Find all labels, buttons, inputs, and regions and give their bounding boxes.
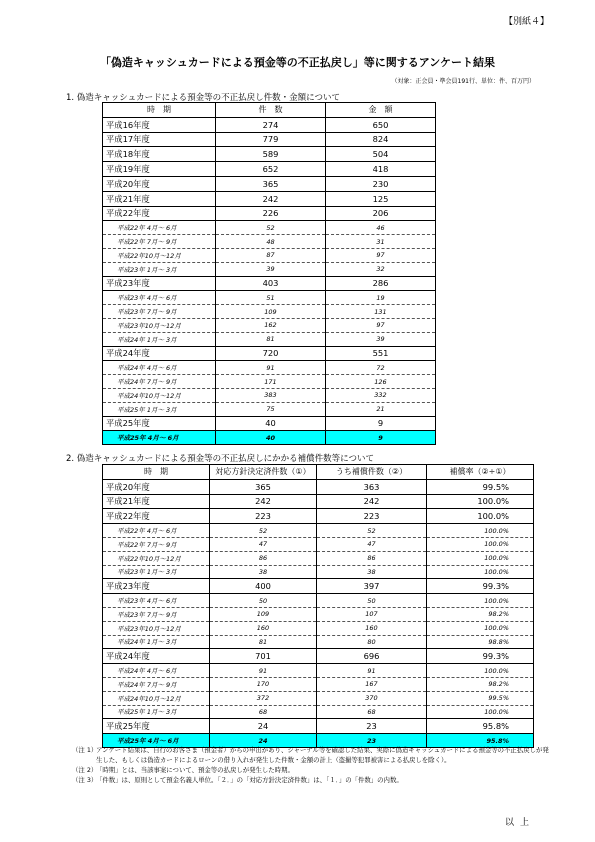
table-row-quarter [103,607,534,621]
cell-rate: 100.0% [427,524,534,538]
cell-amount: 504 [326,147,436,162]
cell-decided: 109 [210,607,317,621]
header-amount: 金 額 [326,103,436,118]
table-row-quarter [103,635,534,649]
cell-amount: 650 [326,117,436,132]
table-row-year [103,276,436,291]
cell-decided: 170 [210,677,317,691]
cell-period: 平成22年度 [103,206,216,221]
note-label: （注 3） [72,776,98,784]
cell-decided: 365 [210,479,317,494]
cell-decided: 52 [210,524,317,538]
table-row-quarter [103,594,534,608]
cell-decided: 47 [210,537,317,551]
table-row-year [103,132,436,147]
cell-amount: 97 [326,318,436,332]
cell-compensated: 363 [317,479,427,494]
cell-period: 平成25年度 [103,416,216,431]
note-text: 「時期」とは、当該事案について、預金等の払戻しが発生した時期。 [96,766,294,774]
cell-count: 39 [216,262,326,276]
cell-count: 652 [216,162,326,177]
cell-period: 平成24年10月～12月 [103,691,210,705]
cell-period: 平成25年 4月～ 6月 [103,734,210,748]
cell-count: 40 [216,416,326,431]
table-row-quarter [103,691,534,705]
table-row-quarter [103,248,436,262]
cell-decided: 24 [210,734,317,748]
cell-period: 平成25年 1月～ 3月 [103,402,216,416]
cell-amount: 9 [326,431,436,445]
cell-amount: 418 [326,162,436,177]
table-row-quarter [103,402,436,416]
cell-period: 平成24年 7月～ 9月 [103,375,216,389]
cell-period: 平成20年度 [103,176,216,191]
cell-period: 平成25年 4月～ 6月 [103,431,216,445]
cell-period: 平成24年度 [103,649,210,664]
cell-count: 226 [216,206,326,221]
cell-amount: 551 [326,346,436,361]
table-row-year [103,206,436,221]
cell-period: 平成23年度 [103,276,216,291]
cell-amount: 46 [326,221,436,235]
cell-decided: 372 [210,691,317,705]
table-row-quarter [103,565,534,579]
compensation-table [102,464,534,748]
cell-amount: 39 [326,332,436,346]
cell-rate: 100.0% [427,537,534,551]
table-row-quarter [103,318,436,332]
cell-rate: 100.0% [427,551,534,565]
cell-period: 平成23年 1月～ 3月 [103,262,216,276]
cell-amount: 32 [326,262,436,276]
cell-decided: 91 [210,664,317,678]
cell-decided: 701 [210,649,317,664]
header-period: 時 期 [103,465,210,480]
cell-rate: 100.0% [427,494,534,509]
note-label: （注 2） [72,766,98,774]
cell-count: 242 [216,191,326,206]
note-3 [72,775,552,785]
cell-decided: 223 [210,509,317,524]
table-row-year [103,162,436,177]
cell-decided: 68 [210,705,317,719]
cell-period: 平成23年 1月～ 3月 [103,565,210,579]
table-row-year [103,509,534,524]
cell-rate: 100.0% [427,509,534,524]
table-row-year [103,479,534,494]
cell-rate: 99.3% [427,649,534,664]
cell-compensated: 23 [317,734,427,748]
cell-period: 平成22年 7月～ 9月 [103,235,216,249]
cell-amount: 31 [326,235,436,249]
annex-label: 【別紙４】 [503,17,549,27]
table-row-quarter [103,291,436,305]
table-row-quarter [103,305,436,319]
cell-decided: 38 [210,565,317,579]
cell-decided: 160 [210,621,317,635]
cell-rate: 100.0% [427,664,534,678]
note-label: （注 1） [72,746,98,754]
cell-period: 平成22年10月～12月 [103,248,216,262]
cell-count: 274 [216,117,326,132]
cell-compensated: 696 [317,649,427,664]
cell-rate: 98.8% [427,635,534,649]
cell-period: 平成24年10月～12月 [103,388,216,402]
cell-period: 平成17年度 [103,132,216,147]
table-row-year [103,416,436,431]
cell-compensated: 242 [317,494,427,509]
closing-mark: 以上 [504,818,535,828]
cell-rate: 100.0% [427,705,534,719]
table-row-year [103,117,436,132]
table-row-year [103,579,534,594]
cell-compensated: 52 [317,524,427,538]
cell-rate: 99.3% [427,579,534,594]
cell-compensated: 91 [317,664,427,678]
cell-period: 平成23年10月～12月 [103,621,210,635]
cell-decided: 86 [210,551,317,565]
cell-amount: 9 [326,416,436,431]
cell-rate: 100.0% [427,621,534,635]
cell-period: 平成23年 7月～ 9月 [103,607,210,621]
cell-count: 48 [216,235,326,249]
cell-amount: 206 [326,206,436,221]
cell-count: 779 [216,132,326,147]
cell-count: 75 [216,402,326,416]
header-decided: 対応方針決定済件数（①） [210,465,317,480]
cell-decided: 81 [210,635,317,649]
cell-amount: 19 [326,291,436,305]
cell-period: 平成23年10月～12月 [103,318,216,332]
cell-period: 平成24年 1月～ 3月 [103,635,210,649]
cell-period: 平成24年 4月～ 6月 [103,664,210,678]
cell-period: 平成22年 4月～ 6月 [103,221,216,235]
section2-heading: 2. 偽造キャッシュカードによる預金等の不正払戻しにかかる補償件数等について [66,454,374,464]
cell-compensated: 38 [317,565,427,579]
note-text: アンケート結果は、自行のお客さま（預金者）からの申出があり、ジャーナル等を確認した結果、実際に偽造キャッシュカードによる預金等の不正払戻しが発生した、もしくは偽造カードによるローンの借り入れが発生した件数・金額の計上（盗撮等犯罪被害による払戻しを除く）。 [96,746,549,764]
table-row-quarter [103,664,534,678]
cell-decided: 400 [210,579,317,594]
cell-rate: 98.2% [427,677,534,691]
table-row-year [103,649,534,664]
cell-compensated: 370 [317,691,427,705]
table-row-quarter [103,677,534,691]
table-row-quarter [103,551,534,565]
cell-decided: 242 [210,494,317,509]
cell-rate: 100.0% [427,594,534,608]
cell-period: 平成22年10月～12月 [103,551,210,565]
cell-decided: 24 [210,719,317,734]
cell-period: 平成24年 4月～ 6月 [103,361,216,375]
cell-period: 平成24年 7月～ 9月 [103,677,210,691]
cell-count: 52 [216,221,326,235]
table-row-highlight [103,431,436,445]
cell-rate: 98.2% [427,607,534,621]
cell-count: 383 [216,388,326,402]
cell-amount: 72 [326,361,436,375]
cell-period: 平成21年度 [103,191,216,206]
cell-period: 平成23年 4月～ 6月 [103,594,210,608]
cell-rate: 95.8% [427,734,534,748]
cell-compensated: 397 [317,579,427,594]
cell-period: 平成22年 7月～ 9月 [103,537,210,551]
table-row-quarter [103,537,534,551]
cell-compensated: 107 [317,607,427,621]
cell-amount: 332 [326,388,436,402]
cell-period: 平成24年度 [103,346,216,361]
table-row-year [103,346,436,361]
cell-count: 365 [216,176,326,191]
table-row-year [103,176,436,191]
cell-count: 720 [216,346,326,361]
fraud-count-table [102,102,436,445]
table-row-year [103,191,436,206]
cell-decided: 50 [210,594,317,608]
table-row-quarter [103,262,436,276]
table-row-quarter [103,332,436,346]
cell-count: 40 [216,431,326,445]
cell-amount: 824 [326,132,436,147]
cell-rate: 100.0% [427,565,534,579]
table-row-quarter [103,221,436,235]
target-note: （対象：正会員・準会員191行、単位：件、百万円） [391,78,535,85]
cell-compensated: 47 [317,537,427,551]
cell-period: 平成22年 4月～ 6月 [103,524,210,538]
cell-period: 平成20年度 [103,479,210,494]
cell-count: 91 [216,361,326,375]
cell-period: 平成16年度 [103,117,216,132]
cell-rate: 99.5% [427,691,534,705]
table-row-year [103,147,436,162]
cell-amount: 131 [326,305,436,319]
note-text: 「件数」は、原則として預金名義人単位。「２．」の「対応方針決定済件数」は、「１．」の「件数」の内数。 [96,776,403,784]
cell-period: 平成23年 7月～ 9月 [103,305,216,319]
cell-amount: 97 [326,248,436,262]
cell-period: 平成24年 1月～ 3月 [103,332,216,346]
cell-period: 平成25年度 [103,719,210,734]
cell-count: 51 [216,291,326,305]
section1-heading: 1. 偽造キャッシュカードによる預金等の不正払戻し件数・金額について [66,93,340,103]
cell-compensated: 160 [317,621,427,635]
cell-amount: 125 [326,191,436,206]
document-title: 「偽造キャッシュカードによる預金等の不正払戻し」等に関するアンケート結果 [99,56,496,69]
cell-period: 平成23年 4月～ 6月 [103,291,216,305]
table-row-quarter [103,705,534,719]
note-2 [72,765,552,775]
cell-rate: 95.8% [427,719,534,734]
header-count: 件 数 [216,103,326,118]
table-row-quarter [103,361,436,375]
cell-count: 403 [216,276,326,291]
table-row-quarter [103,375,436,389]
cell-amount: 21 [326,402,436,416]
header-period: 時 期 [103,103,216,118]
table-row-quarter [103,524,534,538]
table-row-quarter [103,388,436,402]
cell-amount: 230 [326,176,436,191]
table-row-year [103,719,534,734]
cell-rate: 99.5% [427,479,534,494]
cell-compensated: 223 [317,509,427,524]
table-row-year [103,494,534,509]
cell-period: 平成25年 1月～ 3月 [103,705,210,719]
header-rate: 補償率（②÷①） [427,465,534,480]
cell-count: 109 [216,305,326,319]
cell-period: 平成21年度 [103,494,210,509]
note-1 [72,745,552,765]
cell-amount: 286 [326,276,436,291]
cell-count: 162 [216,318,326,332]
cell-period: 平成22年度 [103,509,210,524]
cell-compensated: 50 [317,594,427,608]
cell-compensated: 167 [317,677,427,691]
cell-period: 平成19年度 [103,162,216,177]
notes [72,745,552,785]
cell-count: 87 [216,248,326,262]
table-row-quarter [103,621,534,635]
cell-count: 171 [216,375,326,389]
cell-period: 平成18年度 [103,147,216,162]
cell-count: 589 [216,147,326,162]
header-compensated: うち補償件数（②） [317,465,427,480]
cell-amount: 126 [326,375,436,389]
cell-count: 81 [216,332,326,346]
cell-period: 平成23年度 [103,579,210,594]
cell-compensated: 23 [317,719,427,734]
cell-compensated: 68 [317,705,427,719]
cell-compensated: 86 [317,551,427,565]
table-row-quarter [103,235,436,249]
cell-compensated: 80 [317,635,427,649]
